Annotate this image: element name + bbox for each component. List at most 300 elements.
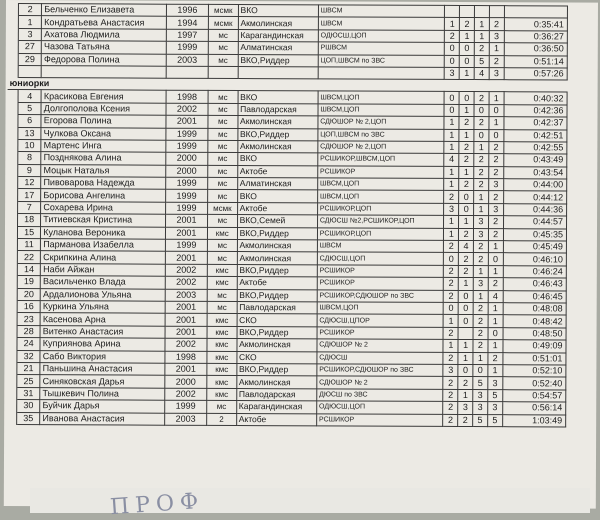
finish-time: 0:51:01	[502, 352, 566, 365]
club: РСШИКОР,ЦОП	[317, 203, 444, 216]
athlete-name: Мартенс Инга	[41, 140, 166, 153]
region: Акмолинская	[237, 140, 317, 153]
shooting-score: 2	[458, 377, 473, 389]
row-marker	[7, 164, 18, 176]
athlete-name: Кондратьева Анастасия	[42, 16, 167, 29]
sport-rank: кмс	[207, 277, 237, 290]
shooting-score: 1	[458, 278, 473, 290]
athlete-name: Куприянова Арина	[40, 338, 165, 351]
shooting-score: 2	[488, 191, 503, 203]
region: ВКО,Риддер	[238, 54, 318, 67]
results-sheet	[4, 0, 598, 509]
finish-time: 0:51:14	[504, 55, 568, 68]
finish-time: 0:44:12	[503, 191, 567, 204]
sport-rank: мсмк	[208, 17, 238, 30]
shooting-score: 1	[443, 340, 458, 352]
athlete-name: Скрипкина Алина	[41, 251, 166, 264]
shooting-score: 0	[460, 43, 475, 55]
row-marker	[7, 288, 18, 300]
athlete-name: Наби Айжан	[41, 263, 166, 276]
birth-year: 2002	[165, 276, 207, 289]
bib-number: 22	[17, 251, 40, 263]
bib-number: 18	[18, 214, 41, 226]
birth-year: 2000	[166, 165, 208, 178]
row-marker	[7, 276, 18, 288]
athlete-name: Парманова Изабелла	[41, 239, 166, 252]
shooting-score: 2	[473, 315, 488, 327]
bib-number: 27	[18, 41, 41, 53]
athlete-name: Позднякова Алина	[41, 152, 166, 165]
birth-year: 2001	[166, 115, 208, 128]
birth-year: 2003	[165, 289, 207, 302]
athlete-name: Иванова Анастасия	[40, 412, 165, 425]
athlete-name: Куланова Вероника	[41, 226, 166, 239]
shooting-score: 1	[489, 43, 504, 55]
region: ВКО	[238, 91, 318, 104]
sport-rank: кмс	[207, 363, 237, 376]
athlete-name: Моцык Наталья	[41, 164, 166, 177]
bib-number: 24	[17, 338, 40, 350]
shooting-score: 2	[459, 265, 474, 277]
shooting-score: 3	[444, 203, 459, 215]
region: Актобе	[237, 202, 317, 215]
shooting-score: 2	[444, 265, 459, 277]
finish-time: 0:42:55	[503, 142, 567, 155]
shooting-score: 2	[443, 402, 458, 414]
sport-rank: мс	[208, 29, 238, 42]
shooting-score: 1	[474, 203, 489, 215]
shooting-score: 2	[443, 377, 458, 389]
shooting-score: 3	[473, 402, 488, 414]
bib-number: 6	[18, 115, 41, 127]
bib-number	[18, 66, 41, 78]
sport-rank: кмс	[207, 388, 237, 401]
club: РСШИКОР,СДЮШОР по ЗВС	[317, 364, 444, 377]
shooting-score: 1	[459, 104, 474, 116]
shooting-score: 5	[473, 414, 488, 426]
finish-time: 0:48:50	[503, 327, 567, 340]
table-row	[6, 412, 566, 427]
region: Карагандинская	[238, 29, 318, 42]
row-marker	[6, 375, 17, 387]
bib-number: 30	[17, 400, 40, 412]
birth-year: 2001	[165, 214, 207, 227]
finish-time: 0:42:36	[504, 104, 568, 117]
region: Карагандинская	[236, 401, 316, 414]
row-marker	[7, 263, 18, 275]
region: Акмолинская	[238, 17, 318, 30]
club: ШВСМ,ЦОП	[317, 302, 444, 315]
shooting-score: 2	[445, 30, 460, 42]
region: ВКО	[237, 153, 317, 166]
athlete-name: Пивоварова Надежда	[41, 177, 166, 190]
athlete-name: Куркина Ульяна	[40, 301, 165, 314]
club: СДЮСШ,ЦОП	[317, 252, 444, 265]
shooting-score: 5	[488, 389, 503, 401]
birth-year: 2002	[165, 264, 207, 277]
sport-rank: 2	[207, 413, 237, 426]
region: ВКО,Риддер	[236, 363, 316, 376]
birth-year: 2001	[165, 314, 207, 327]
shooting-score: 1	[474, 141, 489, 153]
athlete-name: Титиевская Кристина	[41, 214, 166, 227]
finish-time: 0:52:10	[502, 365, 566, 378]
birth-year: 1998	[165, 351, 207, 364]
shooting-score: 4	[459, 241, 474, 253]
sport-rank: кмс	[208, 227, 238, 240]
finish-time: 0:46:45	[503, 290, 567, 303]
sport-rank: кмс	[207, 351, 237, 364]
shooting-score: 0	[445, 55, 460, 67]
sport-rank: кмс	[207, 376, 237, 389]
row-marker	[6, 338, 17, 350]
sport-rank: мс	[208, 177, 238, 190]
shooting-score: 0	[473, 364, 488, 376]
shooting-score: 1	[489, 117, 504, 129]
birth-year: 1999	[165, 190, 207, 203]
row-marker	[6, 387, 17, 399]
region: Алматинская	[238, 42, 318, 55]
shooting-score: 0	[458, 290, 473, 302]
row-marker	[7, 300, 18, 312]
region: ВКО,Риддер	[237, 326, 317, 339]
shooting-score: 3	[474, 216, 489, 228]
athlete-name: Федорова Полина	[41, 53, 166, 66]
shooting-score: 2	[488, 216, 503, 228]
shooting-score: 2	[459, 228, 474, 240]
club	[318, 67, 445, 80]
row-marker	[6, 362, 17, 374]
bib-number: 20	[17, 288, 40, 300]
shooting-score: 1	[458, 389, 473, 401]
finish-time: 0:52:40	[502, 377, 566, 390]
club: СДЮШОР № 2	[317, 376, 444, 389]
finish-time: 0:45:49	[503, 241, 567, 254]
shooting-score: 1	[459, 129, 474, 141]
shooting-score: 0	[445, 92, 460, 104]
shooting-score: 1	[488, 265, 503, 277]
finish-time: 1:03:49	[502, 414, 566, 427]
row-marker	[6, 400, 17, 412]
region: СКО	[237, 314, 317, 327]
club: РСШИКОР	[318, 166, 445, 179]
shooting-score: 2	[460, 18, 475, 30]
club: ШВСМ,ЦОП	[318, 104, 445, 117]
bib-number: 10	[18, 139, 41, 151]
finish-time: 0:44:57	[503, 216, 567, 229]
row-marker	[7, 201, 18, 213]
bib-number: 12	[18, 177, 41, 189]
sport-rank: мс	[207, 400, 237, 413]
shooting-score: 2	[489, 18, 504, 30]
region: Акмолинская	[236, 376, 316, 389]
shooting-score: 3	[473, 228, 488, 240]
shooting-score: 2	[443, 414, 458, 426]
region: ВКО,Риддер	[237, 264, 317, 277]
row-marker	[7, 239, 18, 251]
shooting-score: 2	[458, 414, 473, 426]
shooting-score: 3	[489, 68, 504, 80]
row-marker	[8, 28, 19, 40]
region	[238, 66, 318, 79]
shooting-score: 3	[488, 203, 503, 215]
shooting-score	[458, 327, 473, 339]
region: Акмолинская	[237, 252, 317, 265]
birth-year: 2000	[166, 152, 208, 165]
row-marker	[7, 152, 18, 164]
shooting-score: 3	[488, 377, 503, 389]
sport-rank: мс	[208, 215, 238, 228]
row-marker	[7, 127, 18, 139]
shooting-score: 0	[474, 129, 489, 141]
shooting-score: 0	[458, 315, 473, 327]
shooting-score: 0	[459, 203, 474, 215]
row-marker	[8, 53, 19, 65]
athlete-name: Егорова Полина	[41, 115, 166, 128]
sport-rank: мс	[208, 128, 238, 141]
bib-number: 19	[17, 276, 40, 288]
shooting-score: 2	[459, 253, 474, 265]
shooting-score: 1	[444, 178, 459, 190]
shooting-score: 3	[458, 402, 473, 414]
shooting-score: 2	[488, 278, 503, 290]
shooting-score: 1	[473, 265, 488, 277]
club: СДЮШОР № 2,ЦОП	[318, 141, 445, 154]
shooting-score: 1	[474, 18, 489, 30]
club: РСШИКОР,СДЮШОР по ЗВС	[317, 289, 444, 302]
sport-rank: мс	[208, 91, 238, 104]
shooting-score: 2	[474, 43, 489, 55]
shooting-score: 1	[444, 117, 459, 129]
shooting-score: 1	[474, 30, 489, 42]
shooting-score: 2	[474, 154, 489, 166]
shooting-score: 3	[445, 67, 460, 79]
birth-year: 2002	[166, 103, 208, 116]
finish-time: 0:54:57	[502, 389, 566, 402]
shooting-score: 0	[458, 364, 473, 376]
sport-rank: кмс	[207, 339, 237, 352]
club: ШВСМ,ЦОП	[318, 91, 445, 104]
shooting-score: 0	[489, 104, 504, 116]
bib-number: 17	[18, 189, 41, 201]
region: СКО	[237, 351, 317, 364]
shooting-score: 2	[459, 179, 474, 191]
bib-number: 31	[17, 387, 40, 399]
birth-year: 1999	[166, 140, 208, 153]
finish-time: 0:57:26	[504, 68, 568, 81]
finish-time: 0:44:00	[503, 179, 567, 192]
athlete-name: Ахатова Людмила	[42, 28, 167, 41]
row-marker	[8, 4, 19, 16]
finish-time: 0:46:10	[503, 253, 567, 266]
sport-rank: кмс	[207, 264, 237, 277]
region: ВКО	[238, 5, 318, 18]
birth-year: 1999	[165, 202, 207, 215]
shooting-score	[445, 5, 460, 17]
finish-time: 0:49:09	[503, 340, 567, 353]
row-marker	[6, 412, 17, 424]
shooting-score: 2	[489, 154, 504, 166]
finish-time: 0:56:14	[502, 402, 566, 415]
shooting-score: 1	[459, 67, 474, 79]
birth-year: 2002	[165, 338, 207, 351]
bib-number: 3	[18, 28, 41, 40]
shooting-score: 1	[474, 191, 489, 203]
club: СДЮСШ №2,РСШИКОР,ЦОП	[317, 215, 444, 228]
sport-rank: кмс	[207, 314, 237, 327]
athlete-name: Витенко Анастасия	[40, 325, 165, 338]
club: РСШИКОР,ШВСМ,ЦОП	[318, 153, 445, 166]
bib-number: 7	[18, 201, 41, 213]
club: ШВСМ,ЦОП	[317, 190, 444, 203]
finish-time: 0:43:49	[503, 154, 567, 167]
shooting-score: 3	[443, 364, 458, 376]
shooting-score: 0	[489, 129, 504, 141]
birth-year: 1999	[165, 400, 207, 413]
row-marker	[7, 189, 18, 201]
top-rows	[8, 4, 568, 81]
shooting-score: 2	[473, 253, 488, 265]
sport-rank: мс	[207, 301, 237, 314]
athlete-name: Касенова Арна	[40, 313, 165, 326]
club: ЦОП,ШВСМ по ЗВС	[318, 128, 445, 141]
row-marker	[7, 313, 18, 325]
club: ШВСМ	[318, 17, 445, 30]
athlete-name: Синяковская Дарья	[40, 375, 165, 388]
bib-number: 5	[18, 102, 41, 114]
sport-rank: мс	[207, 289, 237, 302]
athlete-name: Чулкова Оксана	[41, 127, 166, 140]
row-marker	[8, 90, 19, 102]
bib-number: 29	[18, 53, 41, 65]
athlete-name: Васильченко Влада	[41, 276, 166, 289]
athlete-name: Бельченко Елизавета	[42, 4, 167, 17]
bib-number: 21	[17, 362, 40, 374]
shooting-score: 0	[444, 104, 459, 116]
birth-year: 2001	[165, 252, 207, 265]
finish-time: 0:36:50	[504, 43, 568, 56]
region: Акмолинская	[238, 116, 318, 129]
birth-year: 1997	[166, 29, 208, 42]
bib-number: 2	[18, 4, 41, 16]
finish-time: 0:48:42	[503, 315, 567, 328]
birth-year: 2001	[165, 301, 207, 314]
shooting-score: 3	[488, 179, 503, 191]
club: РШВСМ	[318, 42, 445, 55]
shooting-score: 1	[488, 303, 503, 315]
sport-rank: мс	[208, 42, 238, 55]
bib-number: 9	[18, 164, 41, 176]
row-marker	[8, 16, 19, 28]
sport-rank: мс	[207, 239, 237, 252]
shooting-score: 2	[444, 290, 459, 302]
region: ВКО,Риддер	[237, 227, 317, 240]
shooting-score: 4	[474, 67, 489, 79]
shooting-score: 2	[474, 179, 489, 191]
birth-year: 1999	[165, 239, 207, 252]
club: РСШИКОР	[317, 327, 444, 340]
shooting-score: 0	[474, 104, 489, 116]
bib-number: 35	[17, 412, 40, 424]
section-label: юниорки	[8, 78, 568, 92]
bib-number: 1	[18, 16, 41, 28]
finish-time	[504, 6, 568, 19]
region: Павлодарская	[236, 388, 316, 401]
shooting-score: 5	[474, 55, 489, 67]
athlete-name: Ардалионова Ульяна	[40, 288, 165, 301]
sport-rank: мс	[208, 165, 238, 178]
row-marker	[7, 115, 18, 127]
finish-time: 0:48:08	[503, 303, 567, 316]
shooting-score: 1	[444, 228, 459, 240]
athlete-name: Сабо Виктория	[40, 350, 165, 363]
shooting-score: 0	[459, 92, 474, 104]
club: РСШИКОР,ЦОП	[317, 228, 444, 241]
region: ВКО	[237, 190, 317, 203]
junior-rows	[6, 90, 567, 427]
shooting-score: 1	[459, 166, 474, 178]
shooting-score: 2	[473, 241, 488, 253]
shooting-score: 2	[443, 389, 458, 401]
shooting-score: 1	[458, 340, 473, 352]
row-marker	[8, 65, 19, 77]
sport-rank: мс	[208, 54, 238, 67]
athlete-name: Паньшина Анастасия	[40, 363, 165, 376]
bib-number: 11	[17, 239, 40, 251]
club: СДЮШОР № 2	[317, 339, 444, 352]
sport-rank	[208, 66, 238, 79]
row-marker	[7, 177, 18, 189]
club: РСШИКОР	[316, 413, 443, 426]
finish-time: 0:46:24	[503, 265, 567, 278]
birth-year: 1999	[166, 177, 208, 190]
region: Акмолинская	[237, 240, 317, 253]
shooting-score: 4	[488, 290, 503, 302]
shooting-score: 2	[444, 240, 459, 252]
sport-rank: мс	[208, 190, 238, 203]
birth-year: 1996	[166, 4, 208, 17]
birth-year: 1999	[166, 41, 208, 54]
finish-time: 0:40:32	[504, 92, 568, 105]
region: Актобе	[237, 277, 317, 290]
shooting-score: 2	[488, 352, 503, 364]
shooting-score: 3	[473, 278, 488, 290]
shooting-score: 1	[444, 216, 459, 228]
sport-rank: мсмк	[208, 4, 238, 17]
birth-year: 2001	[165, 363, 207, 376]
athlete-name: Буйчик Дарья	[40, 400, 165, 413]
region: ВКО,Риддер	[237, 289, 317, 302]
shooting-score: 1	[488, 315, 503, 327]
bib-number: 14	[17, 263, 40, 275]
shooting-score: 1	[444, 141, 459, 153]
results-table	[6, 3, 568, 427]
region: Актобе	[237, 165, 317, 178]
region: Актобе	[236, 413, 316, 426]
shooting-score: 2	[489, 166, 504, 178]
shooting-score: 1	[473, 290, 488, 302]
athlete-name	[41, 66, 166, 79]
shooting-score: 1	[444, 166, 459, 178]
shooting-score: 0	[488, 327, 503, 339]
birth-year: 2003	[166, 54, 208, 67]
bib-number: 28	[17, 325, 40, 337]
row-marker	[7, 325, 18, 337]
shooting-score: 2	[444, 278, 459, 290]
shooting-score	[460, 5, 475, 17]
shooting-score: 2	[443, 352, 458, 364]
sport-rank: мс	[208, 103, 238, 116]
